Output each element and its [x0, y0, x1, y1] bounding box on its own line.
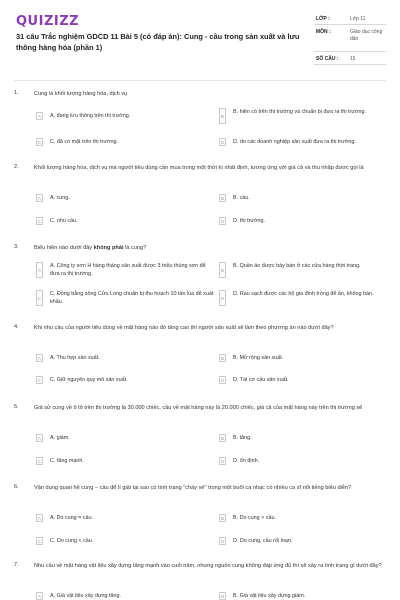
option-text: A. Giá vật liệu xây dựng tăng.	[50, 593, 122, 599]
meta-subject-row	[314, 25, 386, 52]
question-text: Cung là khối lượng hàng hóa, dịch vụ	[34, 91, 128, 97]
question-number: 7.	[14, 562, 19, 568]
option-text: A. Do cung = cầu.	[50, 515, 94, 521]
question-text: Nhu cầu về mặt hàng vật liệu xây dựng tăng mạnh vào cuối năm, nhưng nguồn cung không đáp ứng đủ thì sẽ xảy ra tình trạng gì dưới đây?	[34, 563, 382, 569]
question-number: 3.	[14, 244, 19, 250]
option-text: A. cung.	[50, 195, 70, 201]
option-letter-box: B	[220, 436, 224, 441]
question-number: 6.	[14, 484, 19, 490]
meta-panel	[314, 12, 386, 65]
option-text: B. Mở rộng sản xuất.	[233, 355, 284, 361]
option-text: D. do các doanh nghiệp sản xuất đưa ra thị trường.	[233, 139, 356, 145]
option-letter-box: D	[220, 539, 225, 544]
option-letter-box: D	[220, 219, 225, 224]
option-letter-box: A	[37, 516, 41, 521]
option-text: D. thị trường.	[233, 218, 266, 224]
option-text: C. Đồng bằng sông Cửu Long chuẩn bị thu hoạch 10 tấn lúa để xuất khẩu.	[50, 291, 214, 305]
question-number: 2.	[14, 164, 19, 170]
option-letter-box: A	[37, 196, 41, 201]
subject-label: MÔN :	[316, 29, 331, 35]
option-letter-box: D	[220, 378, 225, 383]
quizizz-logo: QUIZIZZ	[16, 14, 80, 29]
worksheet-title: 31 câu Trắc nghiệm GDCD 11 Bài 5 (có đáp án): Cung - cầu trong sản xuất và lưu thông hàng hóa (phần 1)	[16, 32, 300, 52]
option-letter-box: C	[37, 459, 42, 464]
option-letter-box: C	[37, 140, 42, 145]
count-value: 15	[350, 56, 356, 62]
option-letter-box: B	[220, 356, 224, 361]
option-letter-box: B	[220, 516, 224, 521]
meta-class-row	[314, 12, 386, 25]
question-text: Khi nhu cầu của người tiêu dùng về mặt hàng nào đó tăng cao thì người sản xuất sẽ làm theo phương án nào dưới đây?	[34, 325, 334, 331]
option-letter-box: C	[37, 219, 42, 224]
option-text: B. Do cung > cầu.	[233, 515, 277, 521]
option-text: C. tăng mạnh.	[50, 458, 84, 464]
header-divider	[14, 80, 386, 81]
count-label: SỐ CÂU :	[316, 56, 339, 62]
option-letter-box: A	[36, 262, 43, 278]
option-text: A. giảm.	[50, 435, 70, 441]
option-text: D. ổn định.	[233, 458, 260, 464]
option-text: C. nhu cầu.	[50, 218, 78, 224]
option-letter-box: D	[219, 290, 226, 306]
option-letter-box: D	[220, 459, 225, 464]
option-letter-box: A	[37, 594, 41, 599]
question-text-emphasis: không phải	[93, 245, 124, 251]
option-text: B. tăng.	[233, 435, 252, 441]
option-letter-box: C	[37, 539, 42, 544]
option-letter-box: A	[37, 436, 41, 441]
class-value: Lớp 11	[350, 16, 366, 22]
option-letter-box: A	[37, 114, 41, 119]
option-text: A. Công ty sơn H hàng tháng sản xuất được 3 triệu thùng sơn để đưa ra thị trường.	[50, 263, 206, 277]
option-text: C. Do cung < cầu.	[50, 538, 94, 544]
class-label: LỚP :	[316, 16, 330, 22]
option-letter-box: D	[220, 140, 225, 145]
option-text: B. hiện có trên thị trường và chuẩn bị đưa ra thị trường.	[233, 109, 366, 115]
option-text: B. Giá vật liệu xây dựng giảm.	[233, 593, 306, 599]
option-text: D. Tái cơ cấu sản xuất.	[233, 377, 289, 383]
option-text: B. Quần áo được bày bán ở các cửa hàng thời trang.	[233, 263, 361, 269]
question-text-part: là cung?	[123, 245, 147, 251]
option-text: C. đã có mặt trên thị trường.	[50, 139, 118, 145]
option-text: A. Thu hẹp sản xuất.	[50, 355, 100, 361]
question-text: Giả sử cung về ô tô trên thị trường là 30.000 chiếc, cầu về mặt hàng này là 20.000 chiếc, giá cả của mặt hàng này trên thị trường sẽ	[34, 405, 363, 411]
question-text-part: Biểu hiện nào dưới đây	[34, 245, 94, 251]
question-text: Vận dụng quan hệ cung – cầu để lí giải tại sao có tình trạng "cháy vé" trong một buổi ca nhạc có nhiều ca sĩ nổi tiếng biểu diễn?	[34, 485, 352, 491]
subject-value: Giáo dục công dân	[350, 29, 383, 42]
option-text: D. Rau sạch được các hộ gia đình trồng để ăn, không bán.	[233, 291, 374, 297]
header	[14, 12, 386, 74]
option-letter-box: C	[37, 378, 42, 383]
question-text: Khối lượng hàng hóa, dịch vụ mà người tiêu dùng cần mua trong một thời kì nhất định, tương ứng với giá cả và thu nhập được gọi là	[34, 165, 364, 171]
option-text: B. cầu.	[233, 195, 250, 201]
question-number: 5.	[14, 404, 19, 410]
option-text: A. đang lưu thông trên thị trường.	[50, 113, 131, 119]
question-number: 1.	[14, 90, 19, 96]
option-letter-box: B	[220, 196, 224, 201]
option-letter-box: B	[220, 594, 224, 599]
question-text	[34, 244, 384, 252]
option-letter-box: B	[219, 108, 226, 124]
option-letter-box: C	[36, 290, 43, 306]
option-letter-box: A	[37, 356, 41, 361]
option-letter-box: B	[219, 262, 226, 278]
question-number: 4.	[14, 324, 19, 330]
meta-count-row	[314, 52, 386, 65]
option-text: C. Giữ nguyên quy mô sản xuất.	[50, 377, 128, 383]
option-text: D. Do cung, cầu rối loạn.	[233, 538, 293, 544]
